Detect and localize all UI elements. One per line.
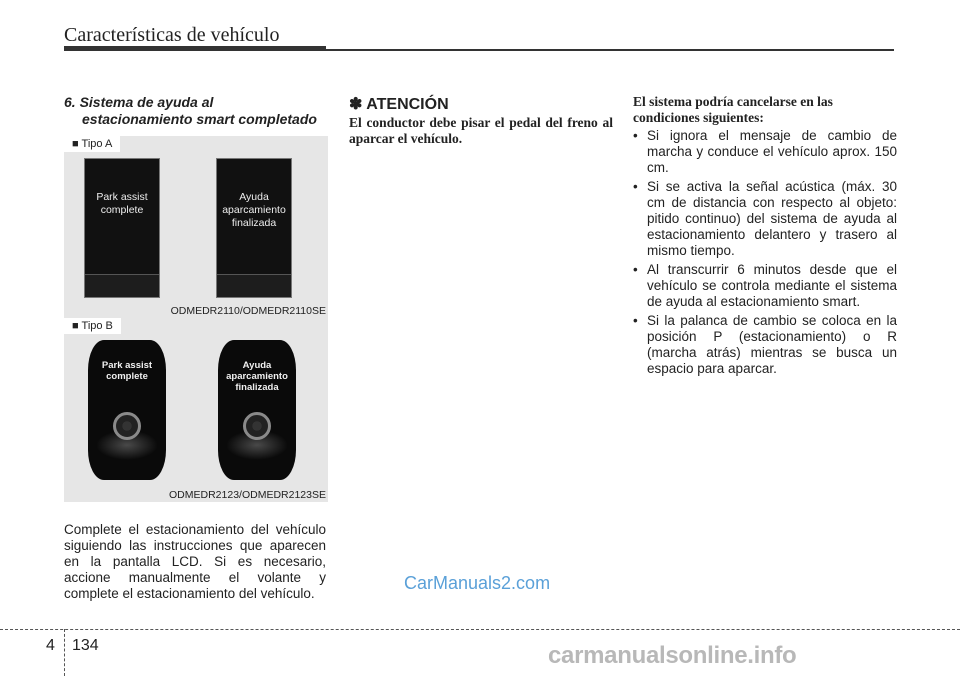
watermark-link[interactable]: CarManuals2.com: [404, 573, 551, 593]
steering-wheel-icon: [113, 412, 141, 440]
cancel-conditions-list: [633, 128, 897, 380]
figure-type-a: [64, 136, 328, 318]
page-header-title: Características de vehículo: [64, 24, 280, 46]
lcd-screen-english-text: Park assist complete: [101, 360, 153, 382]
lcd-screen-spanish: [216, 158, 292, 298]
figure-b-tag: ■ Tipo B: [64, 318, 121, 334]
figure-type-b: [64, 318, 328, 502]
lcd-screen-english-text: Park assist complete: [96, 191, 148, 216]
page-number: 134: [72, 637, 99, 654]
list-item: • Si ignora el mensaje de cambio de marcha y conduce el vehículo aprox. 150 cm.: [633, 128, 897, 176]
figure-a-caption: ODMEDR2110/ODMEDR2110SE: [170, 305, 326, 317]
lcd-screen-spanish-text: Ayuda aparcamiento finalizada: [226, 360, 288, 393]
lcd-screen-bottom-band: [217, 274, 291, 297]
chapter-number: 4: [46, 637, 55, 654]
lcd-screen-spanish-text: Ayuda aparcamiento finalizada: [222, 191, 286, 229]
section-heading-line1: 6. Sistema de ayuda al: [64, 94, 214, 110]
site-watermark: carmanualsonline.info: [548, 642, 797, 669]
figure-b-caption: ODMEDR2123/ODMEDR2123SE: [169, 489, 326, 501]
list-item: • Al transcurrir 6 minutos desde que el vehículo se controla mediante el sistema de ayuda al estacionamiento smart.: [633, 262, 897, 310]
lcd-screen-english: [88, 340, 166, 480]
header-rule-thin: [326, 49, 894, 51]
lcd-screen-spanish: [218, 340, 296, 480]
section-heading: [64, 94, 328, 128]
figure-a-tag: ■ Tipo A: [64, 136, 120, 152]
lcd-screen-english: [84, 158, 160, 298]
steering-wheel-icon: [243, 412, 271, 440]
footer-vertical-rule: [64, 629, 65, 676]
list-item: • Si se activa la señal acústica (máx. 30 cm de distancia con respecto al objeto: pitido continuo) del sistema de ayuda al estacionamiento delantero y trasero al mismo tiempo.: [633, 179, 897, 259]
lcd-screen-bottom-band: [85, 274, 159, 297]
list-item: • Si la palanca de cambio se coloca en la posición P (estacionamiento) o R (marcha atrás) mientras se busca un espacio para aparcar.: [633, 313, 897, 377]
footer-rule: [0, 629, 960, 630]
section-heading-line2: estacionamiento smart completado: [82, 111, 317, 127]
attention-text: El conductor debe pisar el pedal del freno al aparcar el vehículo.: [349, 115, 613, 146]
body-paragraph: Complete el estacionamiento del vehículo siguiendo las instrucciones que aparecen en la pantalla LCD. Si es necesario, accione manualmente el volante y complete el estacionamiento del vehículo.: [64, 522, 326, 601]
header-rule-thick: [64, 46, 326, 51]
attention-heading: ✽ ATENCIÓN: [349, 96, 449, 113]
cancel-conditions-heading: El sistema podría cancelarse en las condiciones siguientes:: [633, 94, 833, 125]
